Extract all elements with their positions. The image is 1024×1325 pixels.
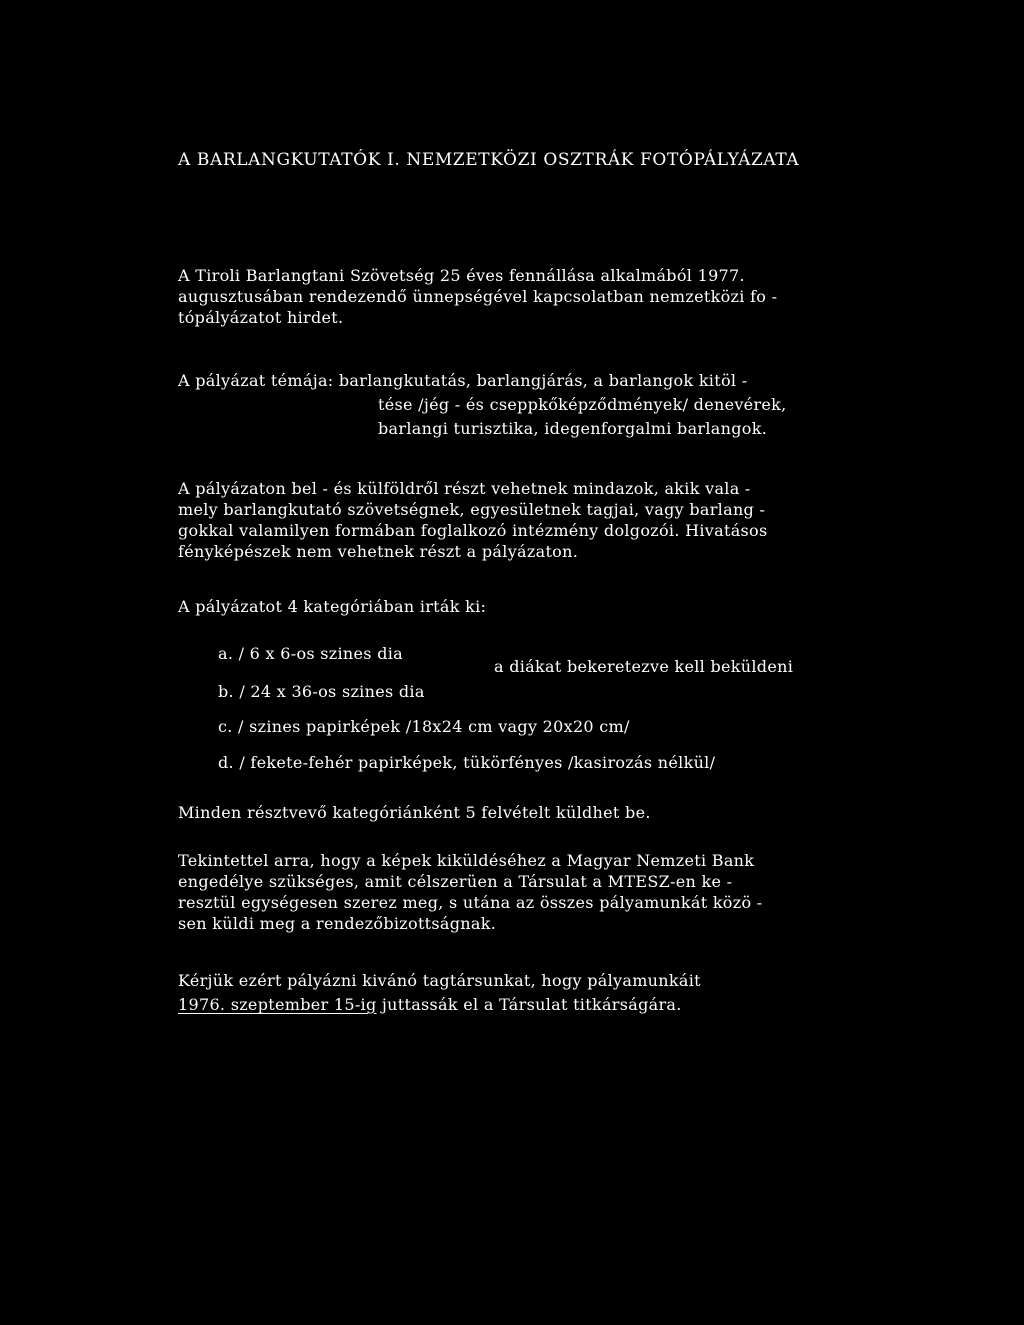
document-title: A BARLANGKUTATÓK I. NEMZETKÖZI OSZTRÁK FOTÓPÁLYÁZATA (178, 150, 800, 170)
deadline-date: 1976. szeptember 15-ig (178, 995, 377, 1014)
participants-paragraph: A pályázaton bel - és külföldről részt vehetnek mindazok, akik vala - mely barlangkutató szövetségnek, egyesületnek tagjai, vagy barlang - gokkal valamilyen formában foglalkozó intézmény dolgozói. Hivatásos fényképészek nem vehetnek részt a pályázaton. (178, 479, 768, 561)
category-ab-note: a diákat bekeretezve kell beküldeni (494, 657, 794, 676)
category-c: c. / szines papirképek /18x24 cm vagy 20x20 cm/ (218, 717, 630, 736)
submission-limit: Minden résztvevő kategóriánként 5 felvételt küldhet be. (178, 803, 651, 822)
bank-paragraph: Tekintettel arra, hogy a képek kiküldéséhez a Magyar Nemzeti Bank engedélye szükséges, amit célszerüen a Társulat a MTESZ-en ke - resztül egységesen szerez meg, s utána az összes pályamunkát közö - sen küldi meg a rendezőbizottságnak. (178, 851, 763, 933)
theme-continuation-2: barlangi turisztika, idegenforgalmi barlangok. (378, 419, 768, 438)
request-line-2-rest: juttassák el a Társulat titkárságára. (376, 995, 682, 1014)
categories-intro: A pályázatot 4 kategóriában irták ki: (178, 597, 487, 616)
category-b: b. / 24 x 36-os szines dia (218, 682, 425, 701)
theme-first-line: A pályázat témája: barlangkutatás, barlangjárás, a barlangok kitöl - (178, 371, 748, 390)
request-line-2 (178, 994, 682, 1015)
intro-paragraph: A Tiroli Barlangtani Szövetség 25 éves fennállása alkalmából 1977. augusztusában rendezendő ünnepségével kapcsolatban nemzetközi fo - tópályázatot hirdet. (178, 266, 778, 327)
category-a: a. / 6 x 6-os szines dia (218, 644, 404, 663)
theme-continuation-1: tése /jég - és cseppkőképződmények/ denevérek, (378, 395, 787, 414)
category-d: d. / fekete-fehér papirképek, tükörfényes /kasirozás nélkül/ (218, 753, 716, 772)
request-line-1: Kérjük ezért pályázni kivánó tagtársunkat, hogy pályamunkáit (178, 971, 701, 990)
